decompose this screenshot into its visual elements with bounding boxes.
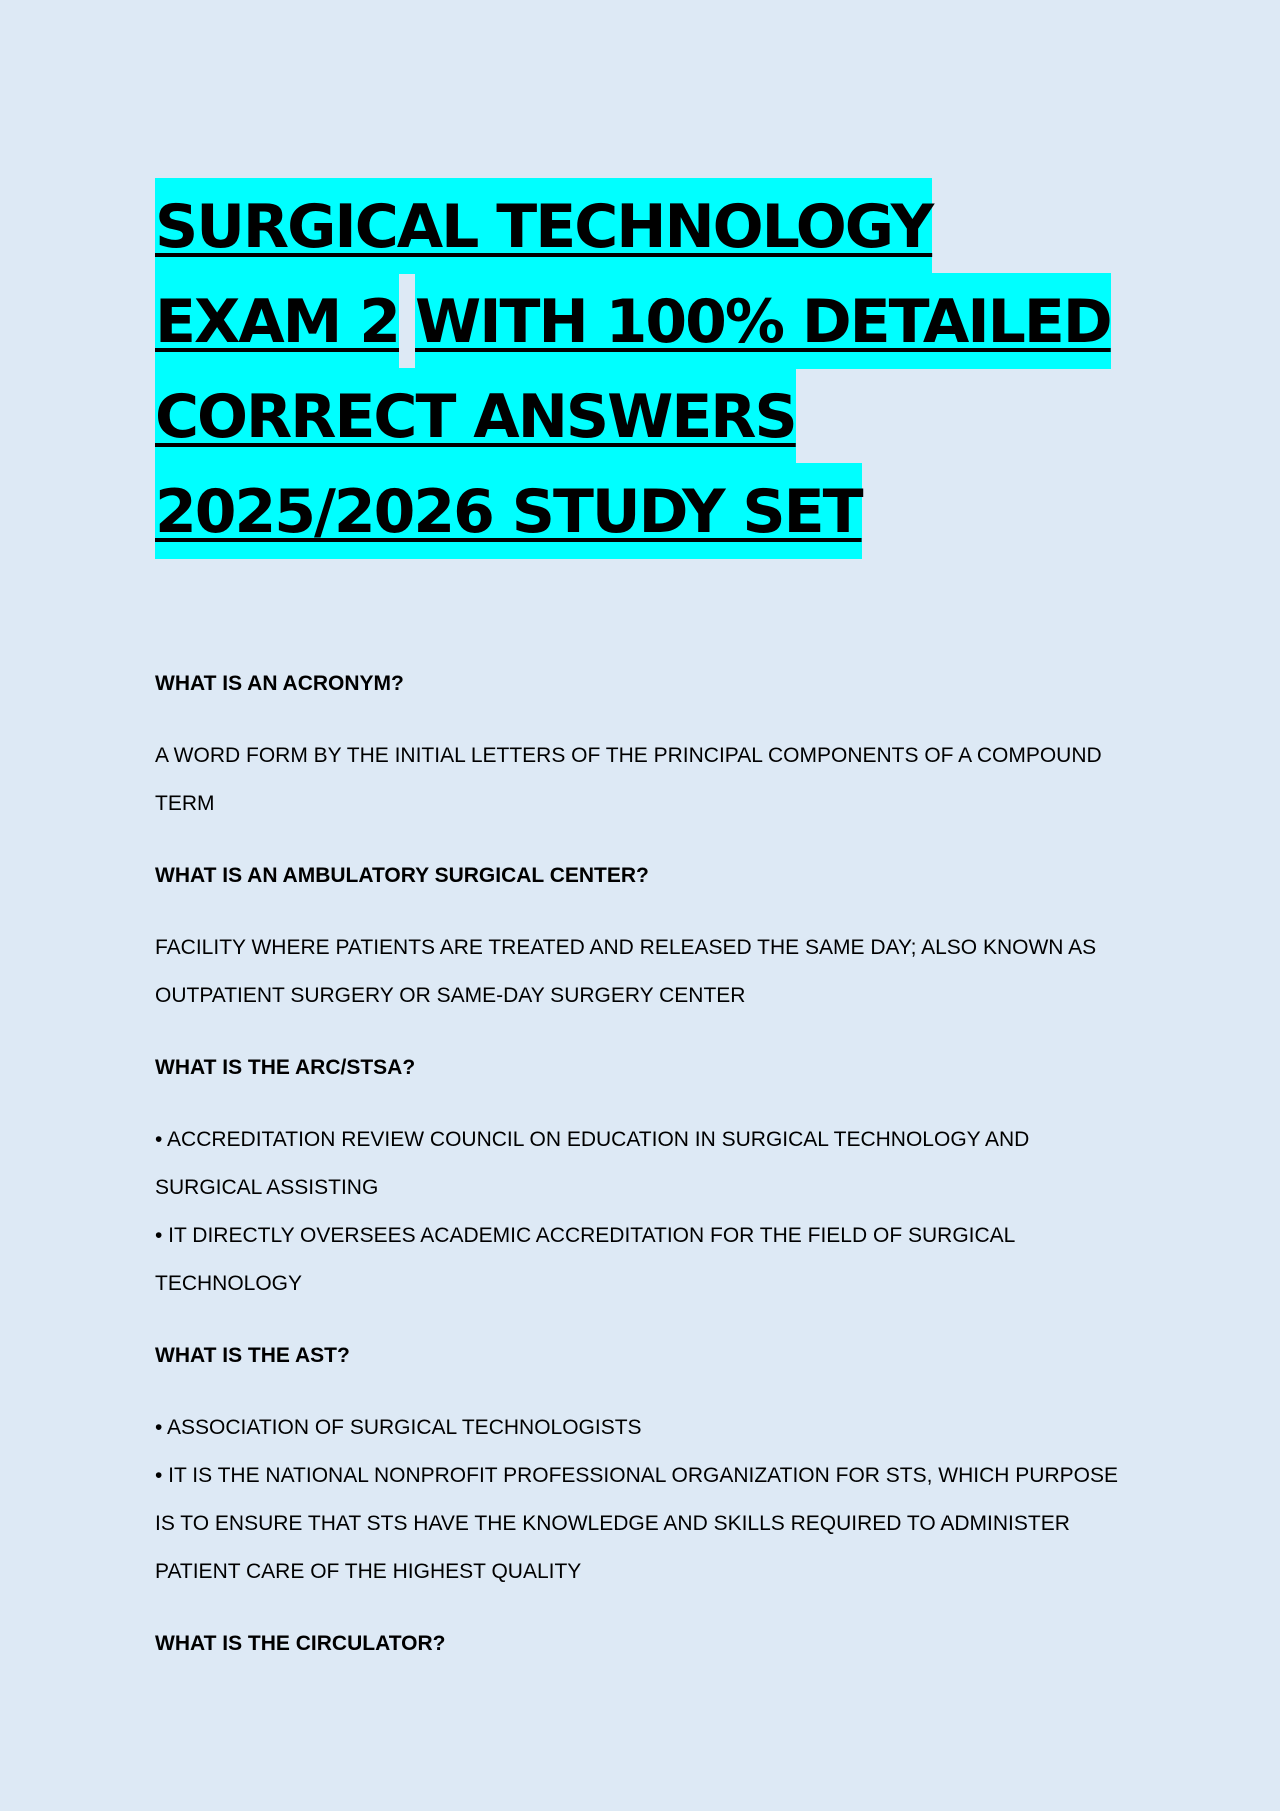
title-line-3 [155, 370, 1135, 465]
title-text-2a: EXAM 2 [155, 273, 399, 369]
question: WHAT IS THE ARC/STSA? [155, 1056, 416, 1079]
title-text-1: SURGICAL TECHNOLOGY [155, 178, 932, 274]
answer-line: TECHNOLOGY [155, 1272, 303, 1295]
title-text-4: 2025/2026 STUDY SET [155, 463, 862, 559]
answer-line: TERM [155, 792, 215, 815]
answer-line: • ASSOCIATION OF SURGICAL TECHNOLOGISTS [155, 1416, 642, 1439]
title-text-2b: WITH 100% DETAILED [415, 273, 1111, 369]
title-line-2 [155, 275, 1135, 370]
qa-item-ambulatory-surgical-center [155, 852, 1135, 1020]
answer-line: • ACCREDITATION REVIEW COUNCIL ON EDUCATION IN SURGICAL TECHNOLOGY AND [155, 1128, 1030, 1151]
qa-item-acronym [155, 660, 1135, 828]
document-page [155, 180, 1135, 1692]
qa-item-ast [155, 1332, 1135, 1596]
answer-line: FACILITY WHERE PATIENTS ARE TREATED AND RELEASED THE SAME DAY; ALSO KNOWN AS [155, 936, 1097, 959]
question: WHAT IS AN ACRONYM? [155, 672, 404, 695]
question: WHAT IS THE CIRCULATOR? [155, 1632, 446, 1655]
answer [155, 732, 1135, 828]
answer [155, 1404, 1135, 1596]
title-text-3: CORRECT ANSWERS [155, 368, 796, 464]
answer-line: PATIENT CARE OF THE HIGHEST QUALITY [155, 1560, 582, 1583]
answer-line: • IT IS THE NATIONAL NONPROFIT PROFESSIONAL ORGANIZATION FOR STS, WHICH PURPOSE [155, 1464, 1118, 1487]
qa-item-arc-stsa [155, 1044, 1135, 1308]
answer-line: IS TO ENSURE THAT STS HAVE THE KNOWLEDGE AND SKILLS REQUIRED TO ADMINISTER [155, 1512, 1070, 1535]
qa-item-circulator [155, 1620, 1135, 1668]
answer-line: OUTPATIENT SURGERY OR SAME-DAY SURGERY CENTER [155, 984, 746, 1007]
answer-line: • IT DIRECTLY OVERSEES ACADEMIC ACCREDITATION FOR THE FIELD OF SURGICAL [155, 1224, 1016, 1247]
title-line-4 [155, 465, 1135, 560]
title-line-1 [155, 180, 1135, 275]
answer-line: SURGICAL ASSISTING [155, 1176, 379, 1199]
document-title [155, 180, 1135, 560]
question: WHAT IS THE AST? [155, 1344, 350, 1367]
answer-line: A WORD FORM BY THE INITIAL LETTERS OF THE PRINCIPAL COMPONENTS OF A COMPOUND [155, 744, 1102, 767]
answer [155, 1116, 1135, 1308]
question: WHAT IS AN AMBULATORY SURGICAL CENTER? [155, 864, 649, 887]
answer [155, 924, 1135, 1020]
